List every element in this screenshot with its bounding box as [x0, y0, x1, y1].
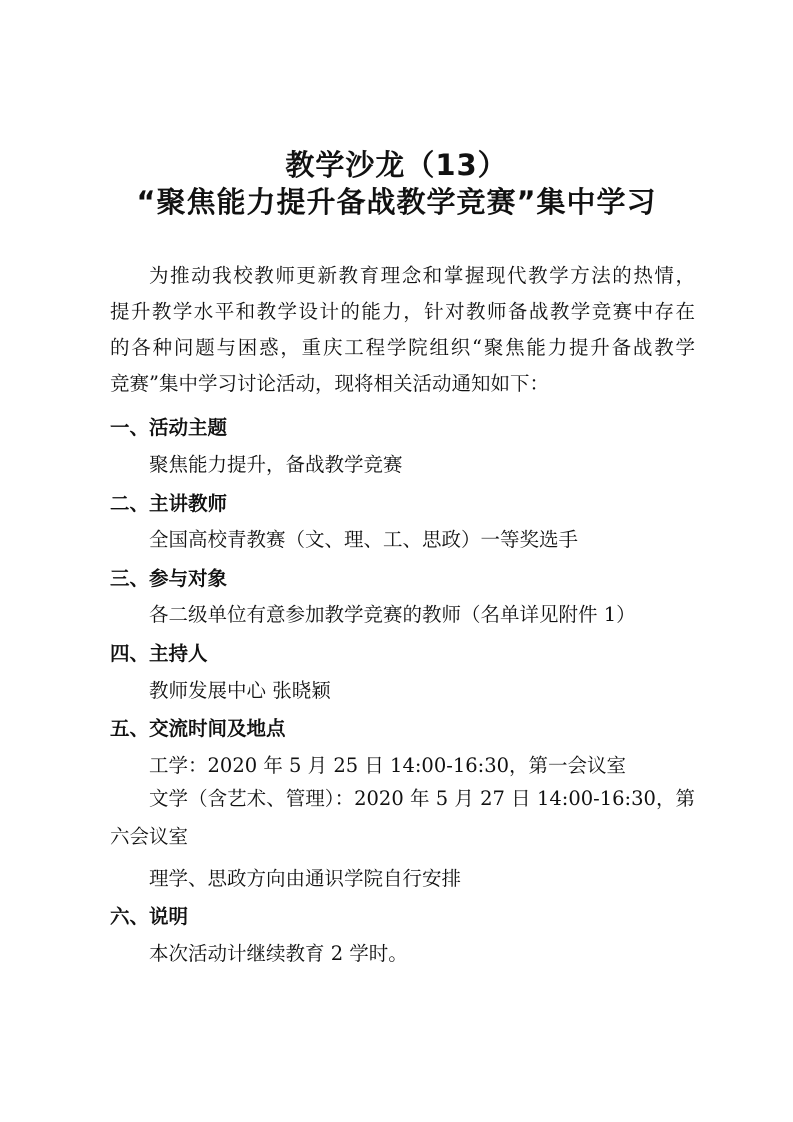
section-heading-theme: 一、活动主题	[110, 416, 228, 439]
intro-line: 的各种问题与困惑，重庆工程学院组织“聚焦能力提升备战教学	[110, 336, 695, 359]
section-text-audience: 各二级单位有意参加教学竞赛的教师（名单详见附件 1）	[149, 603, 636, 626]
section-heading-host: 四、主持人	[110, 642, 208, 665]
document-title-line1: 教学沙龙（13）	[285, 148, 508, 182]
section-text-notes: 本次活动计继续教育 2 学时。	[149, 942, 408, 965]
section-text-liberal-arts	[110, 780, 695, 856]
document-title-line2: “聚焦能力提升备战教学竞赛”集中学习	[136, 185, 657, 219]
intro-line: 为推动我校教师更新教育理念和掌握现代教学方法的热情，	[149, 264, 695, 287]
section-text-science: 理学、思政方向由通识学院自行安排	[149, 867, 462, 890]
section-heading-speaker: 二、主讲教师	[110, 492, 228, 515]
intro-line: 竞赛”集中学习讨论活动，现将相关活动通知如下：	[110, 372, 549, 395]
section-heading-time-place: 五、交流时间及地点	[110, 717, 286, 740]
section-text-speaker: 全国高校青教赛（文、理、工、思政）一等奖选手	[149, 528, 579, 551]
section-heading-notes: 六、说明	[110, 905, 189, 928]
section-text-engineering: 工学：2020 年 5 月 25 日 14:00-16:30，第一会议室	[149, 754, 627, 777]
liberal-arts-line2: 六会议室	[110, 825, 189, 848]
section-text-host: 教师发展中心 张晓颖	[149, 679, 331, 702]
intro-line: 提升教学水平和教学设计的能力，针对教师备战教学竞赛中存在	[110, 300, 695, 323]
liberal-arts-line1: 文学（含艺术、管理）：2020 年 5 月 27 日 14:00-16:30，第	[149, 787, 695, 810]
section-heading-audience: 三、参与对象	[110, 567, 228, 590]
section-text-theme: 聚焦能力提升，备战教学竞赛	[149, 453, 403, 476]
intro-paragraph	[110, 258, 695, 402]
